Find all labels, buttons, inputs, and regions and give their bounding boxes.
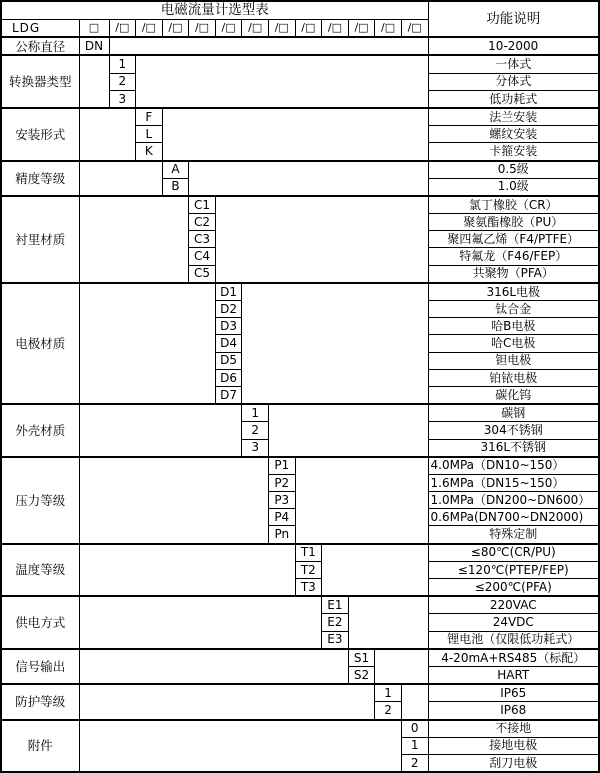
spacer-cell <box>79 457 268 544</box>
option-desc: 锂电池（仅限低功耗式） <box>428 631 599 649</box>
code-slot-icon: /□ <box>136 20 163 38</box>
option-desc: 316L电极 <box>428 283 599 301</box>
option-code: P4 <box>268 509 295 526</box>
option-code: E3 <box>322 631 349 649</box>
option-code: E2 <box>322 614 349 631</box>
category-label: 温度等级 <box>1 544 79 597</box>
option-desc: 低功耗式 <box>428 90 599 108</box>
spacer-cell <box>79 108 136 161</box>
spacer-cell <box>295 457 428 544</box>
spacer-cell <box>79 196 189 283</box>
option-desc: 氯丁橡胶（CR） <box>428 196 599 214</box>
code-slot-icon: /□ <box>189 20 216 38</box>
option-desc: HART <box>428 666 599 684</box>
category-label: 压力等级 <box>1 457 79 544</box>
option-code: 1 <box>375 684 402 702</box>
option-desc: 接地电极 <box>428 737 599 754</box>
category-label: 供电方式 <box>1 596 79 649</box>
option-code: D7 <box>215 386 242 404</box>
option-desc: 哈C电极 <box>428 335 599 352</box>
option-desc: 分体式 <box>428 73 599 90</box>
option-code: S1 <box>348 649 375 667</box>
code-slot-icon: /□ <box>295 20 322 38</box>
code-slot-icon: /□ <box>401 20 428 38</box>
option-desc: 1.0级 <box>428 178 599 196</box>
option-code: P3 <box>268 492 295 509</box>
option-code: 1 <box>109 55 136 73</box>
code-slot-icon: /□ <box>109 20 136 38</box>
code-box-icon: □ <box>79 20 109 38</box>
option-code: S2 <box>348 666 375 684</box>
code-slot-icon: /□ <box>162 20 189 38</box>
option-desc: 钽电极 <box>428 352 599 369</box>
option-desc: 4-20mA+RS485（标配） <box>428 649 599 667</box>
category-label: 衬里材质 <box>1 196 79 283</box>
diameter-range: 10-2000 <box>428 37 599 55</box>
diameter-code: DN <box>79 37 109 55</box>
option-code: P1 <box>268 457 295 475</box>
desc-header: 功能说明 <box>428 1 599 37</box>
option-code: 0 <box>401 720 428 738</box>
spacer-cell <box>79 161 162 196</box>
option-desc: 卡箍安装 <box>428 143 599 161</box>
option-code: 2 <box>242 422 269 439</box>
option-desc: 304不锈钢 <box>428 422 599 439</box>
spacer-cell <box>401 684 428 719</box>
option-desc: 一体式 <box>428 55 599 73</box>
option-code: P2 <box>268 474 295 491</box>
model-prefix: LDG <box>1 20 79 38</box>
spacer-cell <box>79 55 109 108</box>
option-desc: 共聚物（PFA） <box>428 265 599 283</box>
option-code: D5 <box>215 352 242 369</box>
category-label-diameter: 公称直径 <box>1 37 79 55</box>
option-code: T2 <box>295 561 322 578</box>
category-label: 附件 <box>1 720 79 773</box>
option-desc: 特氟龙（F46/FEP） <box>428 248 599 265</box>
spacer-cell <box>79 596 322 649</box>
option-desc: 哈B电极 <box>428 318 599 335</box>
option-desc: 聚四氟乙烯（F4/PTFE） <box>428 231 599 248</box>
option-code: D6 <box>215 369 242 386</box>
spacer-cell <box>348 596 428 649</box>
spacer-cell <box>79 720 401 773</box>
category-label: 信号输出 <box>1 649 79 684</box>
option-code: T1 <box>295 544 322 562</box>
spacer-cell <box>136 55 428 108</box>
option-desc: 0.6MPa(DN700~DN2000) <box>428 509 599 526</box>
table-title: 电磁流量计选型表 <box>1 1 428 20</box>
option-desc: 不接地 <box>428 720 599 738</box>
option-code: B <box>162 178 189 196</box>
code-slot-icon: /□ <box>242 20 269 38</box>
spacer-cell <box>79 544 295 597</box>
spacer-cell <box>375 649 428 684</box>
option-code: D3 <box>215 318 242 335</box>
option-desc: 1.0MPa（DN200~DN600） <box>428 492 599 509</box>
spacer-cell <box>242 283 428 404</box>
option-code: 2 <box>375 702 402 720</box>
option-code: 3 <box>242 439 269 457</box>
code-slot-icon: /□ <box>322 20 349 38</box>
option-code: 3 <box>109 90 136 108</box>
category-label: 精度等级 <box>1 161 79 196</box>
category-label: 防护等级 <box>1 684 79 719</box>
category-label: 转换器类型 <box>1 55 79 108</box>
option-desc: IP68 <box>428 702 599 720</box>
option-code: K <box>136 143 163 161</box>
code-slot-icon: /□ <box>268 20 295 38</box>
option-code: T3 <box>295 579 322 597</box>
option-code: 2 <box>109 73 136 90</box>
option-code: C3 <box>189 231 216 248</box>
option-desc: 铂铱电极 <box>428 369 599 386</box>
spacer-cell <box>268 404 428 457</box>
category-label: 安装形式 <box>1 108 79 161</box>
code-slot-icon: /□ <box>215 20 242 38</box>
option-code: D1 <box>215 283 242 301</box>
option-code: 1 <box>242 404 269 422</box>
option-code: E1 <box>322 596 349 614</box>
spacer-cell <box>79 649 348 684</box>
category-label: 电极材质 <box>1 283 79 404</box>
option-code: D2 <box>215 301 242 318</box>
option-desc: IP65 <box>428 684 599 702</box>
option-desc: ≤120℃(PTEP/FEP) <box>428 561 599 578</box>
option-code: C2 <box>189 214 216 231</box>
option-desc: 钛合金 <box>428 301 599 318</box>
spacer-cell <box>189 161 428 196</box>
option-desc: 316L不锈钢 <box>428 439 599 457</box>
option-desc: 聚氨酯橡胶（PU） <box>428 214 599 231</box>
option-desc: 4.0MPa（DN10~150） <box>428 457 599 475</box>
option-desc: 1.6MPa（DN15~150） <box>428 474 599 491</box>
option-desc: 220VAC <box>428 596 599 614</box>
option-desc: ≤200℃(PFA) <box>428 579 599 597</box>
option-desc: 碳钢 <box>428 404 599 422</box>
spacer-cell <box>215 196 428 283</box>
spacer-cell <box>109 37 428 55</box>
option-code: D4 <box>215 335 242 352</box>
spacer-cell <box>79 283 215 404</box>
option-code: C5 <box>189 265 216 283</box>
option-code: 2 <box>401 754 428 772</box>
option-desc: 0.5级 <box>428 161 599 179</box>
spacer-cell <box>79 684 375 719</box>
option-desc: 螺纹安装 <box>428 126 599 143</box>
code-slot-icon: /□ <box>375 20 402 38</box>
option-code: C1 <box>189 196 216 214</box>
option-code: Pn <box>268 526 295 544</box>
spacer-cell <box>162 108 428 161</box>
option-desc: 刮刀电极 <box>428 754 599 772</box>
option-desc: ≤80℃(CR/PU) <box>428 544 599 562</box>
option-code: A <box>162 161 189 179</box>
spacer-cell <box>79 404 242 457</box>
option-code: L <box>136 126 163 143</box>
option-desc: 碳化钨 <box>428 386 599 404</box>
option-desc: 法兰安装 <box>428 108 599 126</box>
option-code: 1 <box>401 737 428 754</box>
option-desc: 24VDC <box>428 614 599 631</box>
category-label: 外壳材质 <box>1 404 79 457</box>
code-slot-icon: /□ <box>348 20 375 38</box>
option-code: C4 <box>189 248 216 265</box>
option-desc: 特殊定制 <box>428 526 599 544</box>
spacer-cell <box>322 544 428 597</box>
option-code: F <box>136 108 163 126</box>
